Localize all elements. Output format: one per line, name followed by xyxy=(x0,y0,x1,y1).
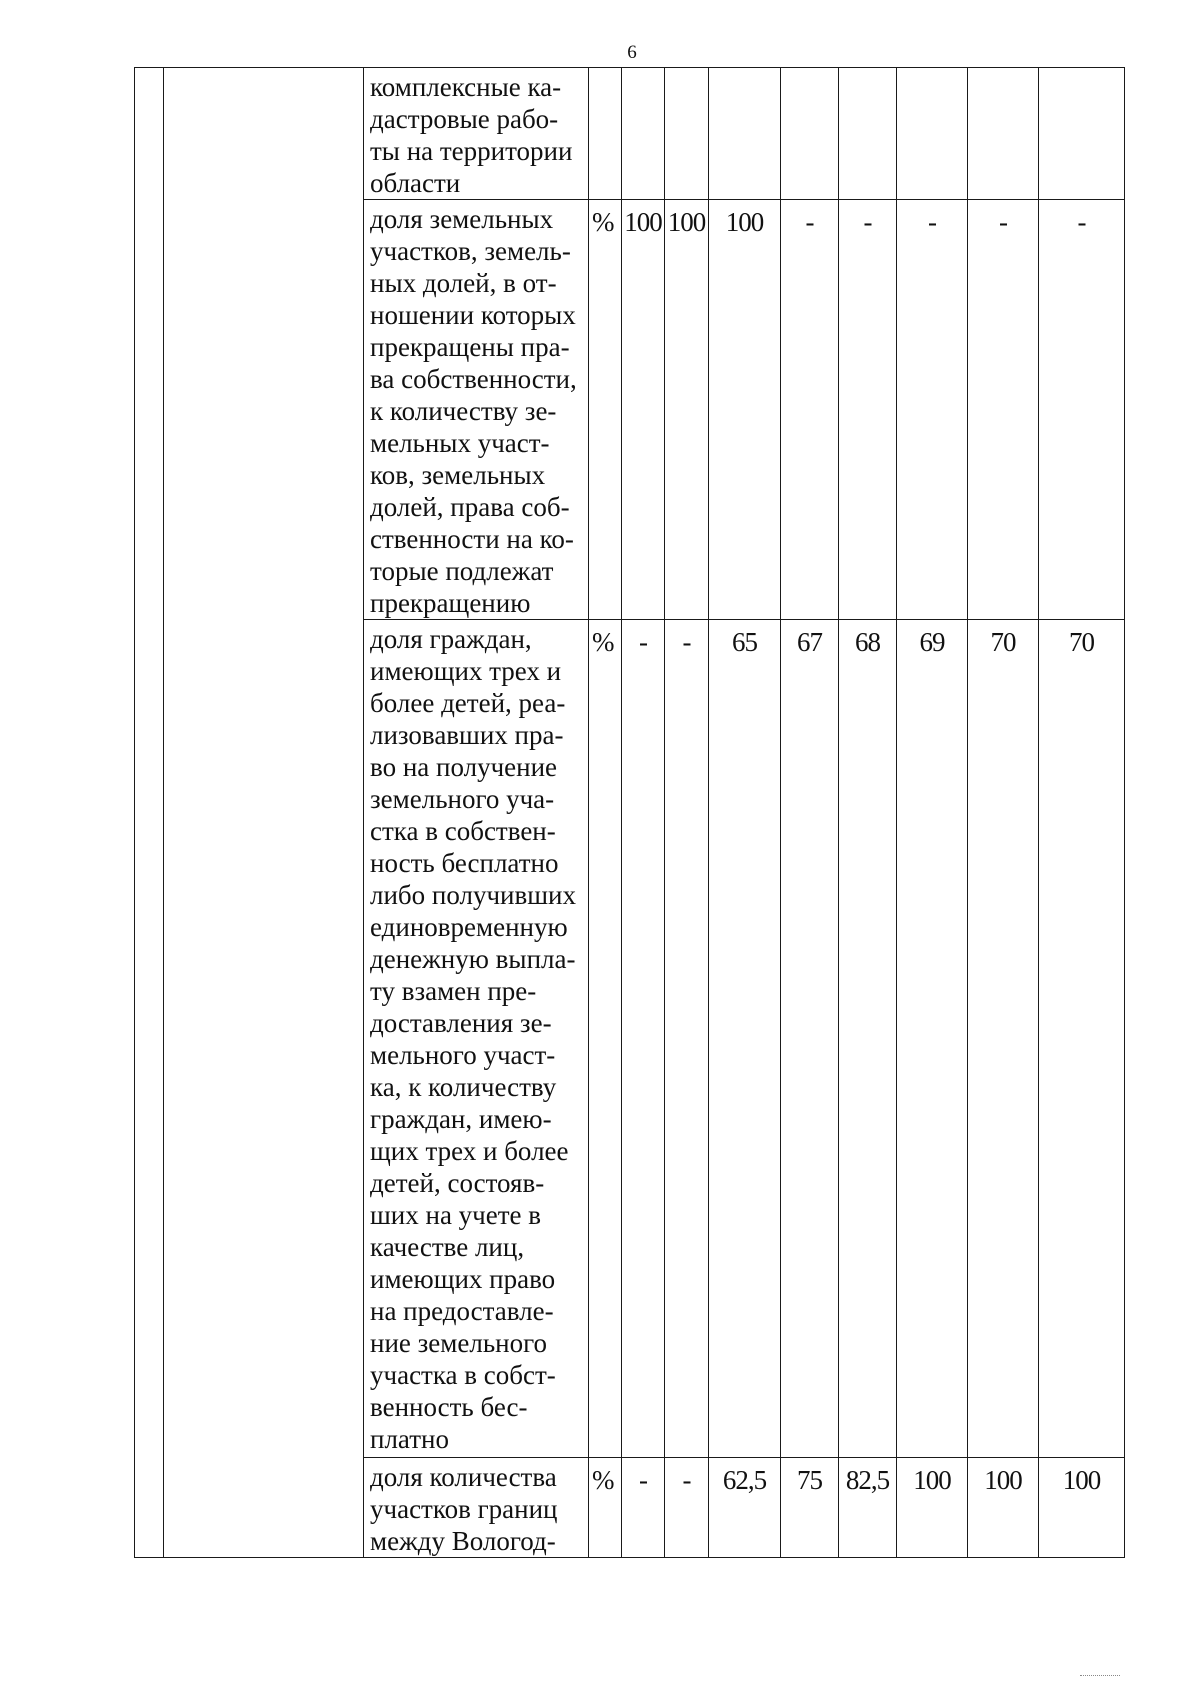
indicator-text-line: качестве лиц, xyxy=(370,1232,525,1262)
indicator-name-cell xyxy=(364,620,589,1458)
value-cell: 68 xyxy=(839,620,897,1458)
value-cell: - xyxy=(665,1458,709,1558)
value-cell: - xyxy=(1039,200,1125,620)
index-column-cell xyxy=(135,68,164,1558)
indicator-text-line: во на получение xyxy=(370,752,558,782)
indicator-text-line: доставления зе- xyxy=(370,1008,552,1038)
value-cell xyxy=(968,68,1039,200)
indicator-text-line: участков, земель- xyxy=(370,236,571,266)
value-cell: 70 xyxy=(968,620,1039,1458)
value-cell: 100 xyxy=(897,1458,968,1558)
value-cell: - xyxy=(781,200,839,620)
value-cell: - xyxy=(897,200,968,620)
indicator-name-cell xyxy=(364,68,589,200)
indicator-text-line: на предоставле- xyxy=(370,1296,554,1326)
value-cell: - xyxy=(839,200,897,620)
value-cell: 75 xyxy=(781,1458,839,1558)
indicator-text-line: либо получивших xyxy=(370,880,576,910)
indicator-text-line: доля количества xyxy=(370,1462,557,1492)
table-row xyxy=(135,68,1125,200)
value-cell xyxy=(781,68,839,200)
indicator-text-line: области xyxy=(370,168,461,198)
value-cell: - xyxy=(622,620,665,1458)
value-cell xyxy=(622,68,665,200)
indicator-text-line: лизовавших пра- xyxy=(370,720,564,750)
indicator-text-line: ность бесплатно xyxy=(370,848,559,878)
indicator-text-line: прекращению xyxy=(370,588,531,618)
unit-cell: % xyxy=(589,1458,622,1558)
value-cell: - xyxy=(622,1458,665,1558)
value-cell: 65 xyxy=(709,620,781,1458)
indicator-text-line: долей, права соб- xyxy=(370,492,570,522)
value-cell xyxy=(897,68,968,200)
indicator-text-line: участков границ xyxy=(370,1494,558,1524)
value-cell: - xyxy=(968,200,1039,620)
value-cell: 82,5 xyxy=(839,1458,897,1558)
scan-artifact xyxy=(1080,1675,1120,1684)
indicator-text-line: доля земельных xyxy=(370,204,554,234)
indicator-name-cell xyxy=(364,1458,589,1558)
value-cell: 69 xyxy=(897,620,968,1458)
unit-cell: % xyxy=(589,620,622,1458)
unit-cell: % xyxy=(589,200,622,620)
indicator-name-cell xyxy=(364,200,589,620)
value-cell: 100 xyxy=(622,200,665,620)
indicator-text-line: мельных участ- xyxy=(370,428,550,458)
indicator-text-line: более детей, реа- xyxy=(370,688,566,718)
indicator-text-line: ношении которых xyxy=(370,300,576,330)
indicator-text-line: щих трех и более xyxy=(370,1136,569,1166)
value-cell xyxy=(839,68,897,200)
indicator-text-line: между Вологод- xyxy=(370,1526,556,1556)
indicator-text-line: ва собственности, xyxy=(370,364,577,394)
indicator-text-line: доля граждан, xyxy=(370,624,532,654)
unit-cell xyxy=(589,68,622,200)
indicator-text-line: ших на учете в xyxy=(370,1200,542,1230)
indicator-text-line: к количеству зе- xyxy=(370,396,557,426)
value-cell: - xyxy=(665,620,709,1458)
indicator-text-line: ту взамен пре- xyxy=(370,976,537,1006)
value-cell xyxy=(709,68,781,200)
indicator-text-line: ственности на ко- xyxy=(370,524,574,554)
indicator-text-line: мельного участ- xyxy=(370,1040,556,1070)
indicator-text-line: единовременную xyxy=(370,912,568,942)
indicator-text-line: ние земельного xyxy=(370,1328,547,1358)
indicator-text-line: стка в собствен- xyxy=(370,816,556,846)
indicator-text-line: граждан, имею- xyxy=(370,1104,552,1134)
indicator-text-line: денежную выпла- xyxy=(370,944,576,974)
value-cell: 62,5 xyxy=(709,1458,781,1558)
program-name-cell xyxy=(164,68,364,1558)
value-cell: 67 xyxy=(781,620,839,1458)
value-cell: 70 xyxy=(1039,620,1125,1458)
indicator-text-line: прекращены пра- xyxy=(370,332,570,362)
indicator-text-line: дастровые рабо- xyxy=(370,104,559,134)
value-cell: 100 xyxy=(968,1458,1039,1558)
value-cell: 100 xyxy=(1039,1458,1125,1558)
page-number: 6 xyxy=(627,42,637,63)
indicator-text-line: детей, состояв- xyxy=(370,1168,545,1198)
indicators-table xyxy=(134,67,1125,1558)
indicator-text-line: ка, к количеству xyxy=(370,1072,557,1102)
indicator-text-line: имеющих право xyxy=(370,1264,556,1294)
indicator-text-line: комплексные ка- xyxy=(370,72,562,102)
indicator-text-line: участка в собст- xyxy=(370,1360,556,1390)
indicator-text-line: ков, земельных xyxy=(370,460,546,490)
value-cell: 100 xyxy=(665,200,709,620)
value-cell: 100 xyxy=(709,200,781,620)
indicator-text-line: платно xyxy=(370,1424,449,1454)
indicator-text-line: ты на территории xyxy=(370,136,573,166)
indicator-text-line: венность бес- xyxy=(370,1392,528,1422)
indicator-text-line: торые подлежат xyxy=(370,556,554,586)
value-cell xyxy=(665,68,709,200)
indicator-text-line: земельного уча- xyxy=(370,784,555,814)
indicator-text-line: имеющих трех и xyxy=(370,656,562,686)
indicator-text-line: ных долей, в от- xyxy=(370,268,557,298)
value-cell xyxy=(1039,68,1125,200)
